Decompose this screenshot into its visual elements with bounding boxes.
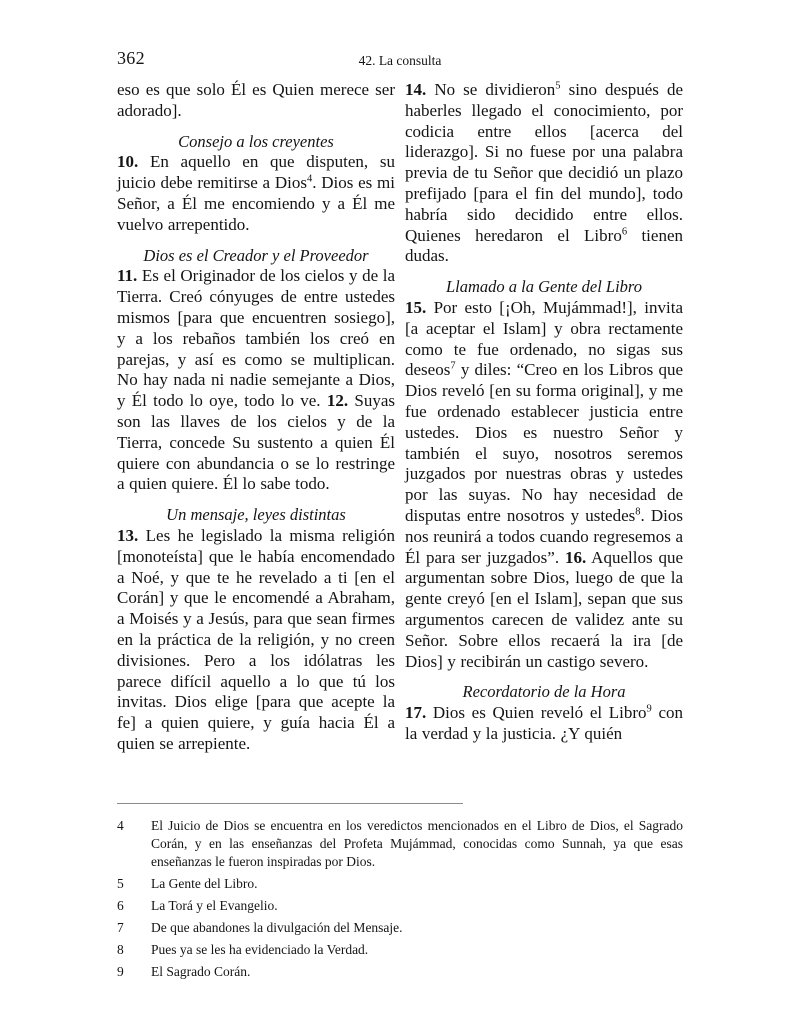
footnote-ref: 9 [646,703,652,715]
text-run: tienen dudas. [405,225,683,266]
verse-paragraph [405,298,683,672]
verse-number: 13. [117,525,139,545]
text-run: y diles: “Creo en los Libros que Dios reveló [en su forma original], y me fue ordenado establecer justicia entre ustedes. Dios es nuestro Señor y también el suyo, nosotros seremos juzgados por nuestras obras y ustedes por las suyas. No hay necesidad de disputas entre nosotros y ustedes [405,360,683,525]
verse-paragraph [405,703,683,745]
text-run: Es el Originador de los cielos y de la Tierra. Creó cónyuges de entre ustedes mismos [para que encuentren sosiego], y a los rebaños también los creó en parejas, y así es como se multiplican. No hay nada ni nadie semejante a Dios, y Él todo lo oye, todo lo ve. [117,266,395,411]
footnote-item [117,941,683,959]
section-heading: Un mensaje, leyes distintas [166,505,346,525]
running-title: 42. La consulta [358,53,442,68]
section-heading: Consejo a los creyentes [178,131,334,151]
section-heading: Dios es el Creador y el Proveedor [143,245,369,265]
verse-paragraph [117,526,395,755]
text-run: Por esto [¡Oh, Mujámmad!], invita [a aceptar el Islam] y obra rectamente como te fue ordenado, no sigas sus deseos [405,297,683,380]
footnote-text: La Torá y el Evangelio. [151,898,278,913]
footnote-separator [117,803,463,804]
footnote-number: 5 [117,876,124,891]
verse-number: 12. [326,391,349,411]
text-run: En aquello en que disputen, su juicio debe remitirse a Dios [117,152,395,193]
verse-number: 11. [117,266,138,286]
footnote-number: 7 [117,920,124,935]
verse-number: 10. [117,152,139,172]
text-run: sino después de haberles llegado el conocimiento, por codicia entre ellos [acerca del liderazgo]. Si no fuese por una palabra previa de tu Señor que decidió un plazo prefijado [para el fin del mundo], todo habría sido decidido entre ellos. Quienes heredaron el Libro [405,80,683,245]
footnote-item [117,817,683,871]
text-run: Suyas son las llaves de los cielos y de la Tierra, concede Su sustento a quien Él quiere con abundancia o se lo restringe a quien quiere. Él lo sabe todo. [117,391,395,494]
footnote-text: De que abandones la divulgación del Mensaje. [151,920,403,935]
section-heading: Recordatorio de la Hora [462,682,626,702]
footnote-text: La Gente del Libro. [151,876,258,891]
section-heading: Llamado a la Gente del Libro [445,277,642,297]
verse-number: 15. [405,297,427,317]
footnote-text: Pues ya se les ha evidenciado la Verdad. [151,942,369,957]
verse-number: 16. [564,547,587,567]
footnote-ref: 8 [635,506,641,518]
footnote-item [117,963,683,981]
footnote-item [117,875,683,893]
footnote-text: El Juicio de Dios se encuentra en los veredictos mencionados en el Libro de Dios, el Sagrado Corán, y en las enseñanzas del Profeta Mujámmad, conocidas como Sunnah, ya que esas enseñanzas le fueron inspiradas por Dios. [151,818,683,869]
footnotes-section [117,803,683,985]
footnote-text: El Sagrado Corán. [151,964,251,979]
text-run: Dios es Quien reveló el Libro [426,703,647,723]
text-run: No se dividieron [426,80,556,99]
page-number: 362 [117,48,145,68]
text-run: Les he legislado la misma religión [monoteísta] que le había encomendado a Noé, y que te he revelado a ti [en el Corán] y que le encomendé a Abraham, a Moisés y a Jesús, para que sean firmes en la práctica de la religión, y no creen divisiones. Pero a los idólatras les parece difícil aquello a lo que tú los invitas. Dios elige [para que acepte la fe] a quien quiere, y guía hacia Él a quien se arrepiente. [117,525,395,753]
left-column [117,80,395,755]
text-run: eso es que solo Él es Quien merece ser adorado]. [117,80,395,120]
verse-paragraph [117,80,395,122]
verse-paragraph [117,152,395,235]
text-run: con la verdad y la justicia. ¿Y quién [405,703,684,743]
right-column [405,80,683,755]
footnote-list [117,817,683,981]
page-body [117,80,683,755]
footnote-ref: 5 [555,80,561,92]
footnote-ref: 7 [450,360,456,372]
footnote-ref: 4 [306,173,313,185]
text-run: Aquellos que argumentan sobre Dios, luego de que la gente creyó [en el Islam], sepan que sus argumentos carecen de validez ante su Señor. Sobre ellos recaerá la ira [de Dios] y recibirán un castigo severo. [405,547,683,671]
footnote-ref: 6 [621,225,628,237]
text-run: . Dios es mi Señor, a Él me encomiendo y a Él me vuelvo arrepentido. [117,173,395,234]
verse-paragraph [405,80,683,267]
page-header [117,48,683,70]
footnote-item [117,897,683,915]
text-run: . Dios nos reunirá a todos cuando regresemos a Él para ser juzgados”. [405,505,683,567]
footnote-number: 8 [117,942,124,957]
footnote-item [117,919,683,937]
footnote-number: 9 [117,964,124,979]
footnote-number: 6 [117,898,124,913]
verse-number: 14. [405,80,427,99]
verse-paragraph [117,266,395,495]
verse-number: 17. [405,703,427,723]
footnote-number: 4 [117,818,124,833]
